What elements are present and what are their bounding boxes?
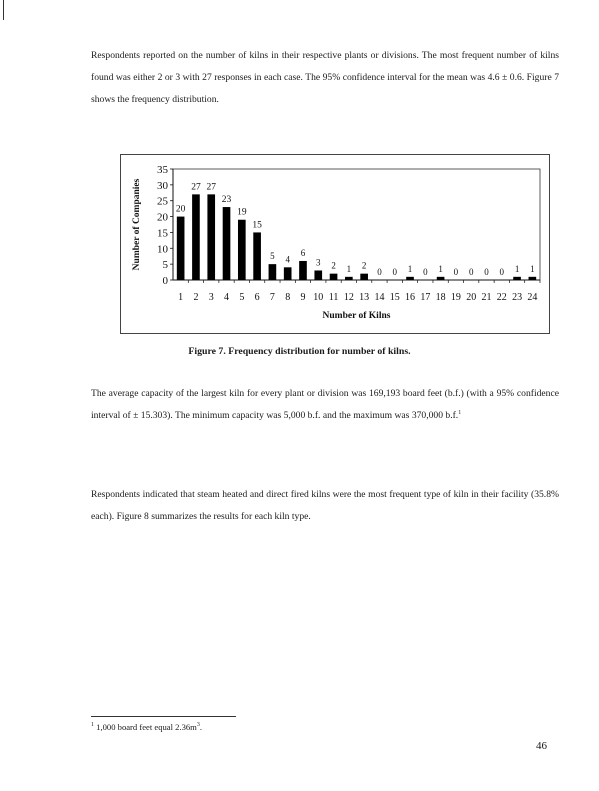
bar — [177, 217, 185, 280]
bar-value-label: 23 — [221, 195, 232, 206]
bar — [437, 277, 445, 280]
x-tick-label: 12 — [343, 292, 354, 303]
y-tick-label: 0 — [162, 275, 168, 287]
bar — [330, 274, 338, 280]
bar-value-label: 27 — [206, 182, 216, 193]
x-tick-label: 4 — [224, 292, 230, 303]
bar — [299, 261, 307, 280]
x-tick-label: 24 — [527, 292, 538, 303]
x-tick-label: 6 — [254, 292, 260, 303]
paragraph-kiln-type: Respondents indicated that steam heated and direct fired kilns were the most frequent type of kiln in their facility (35.8% each). Figure 8 summarizes the results for each kiln type. — [91, 489, 559, 522]
bar — [406, 277, 414, 280]
x-tick-label: 14 — [374, 292, 385, 303]
footnote-divider — [91, 716, 236, 717]
bar — [513, 277, 521, 280]
figure-caption: Figure 7. Frequency distribution for number of kilns. — [188, 346, 411, 357]
bar — [253, 232, 261, 280]
bar-value-label: 1 — [530, 263, 535, 274]
bar-value-label: 1 — [438, 263, 443, 274]
x-tick-label: 9 — [300, 292, 306, 303]
bar-value-label: 0 — [499, 267, 505, 277]
footnote-text: 1,000 board feet equal 2.36m — [96, 722, 197, 732]
x-tick-label: 7 — [269, 292, 275, 303]
y-tick-label: 10 — [157, 243, 168, 256]
x-tick-label: 11 — [328, 292, 339, 303]
frequency-chart — [121, 155, 549, 333]
bar — [360, 274, 368, 280]
bar-value-label: 27 — [191, 182, 201, 193]
bar-value-label: 19 — [237, 207, 247, 218]
x-tick-label: 15 — [389, 292, 400, 303]
y-tick-label: 25 — [157, 195, 168, 208]
y-axis-title: Number of Companies — [132, 178, 142, 271]
bar-value-label: 2 — [331, 260, 336, 271]
bar — [345, 277, 353, 280]
y-tick-label: 5 — [162, 259, 168, 272]
bar — [529, 277, 537, 280]
x-tick-label: 16 — [405, 292, 416, 303]
capacity-text: The average capacity of the largest kiln for every plant or division was 169,193 board feet (b.f.) (with a 95% confidence interval of ± 15.303). The minimum capacity was 5,000 b.f. and the maximum was 370,000 b.f. — [91, 388, 559, 421]
bar-value-label: 0 — [423, 267, 428, 277]
bar-value-label: 3 — [316, 257, 321, 268]
figure-7-frame — [120, 154, 550, 334]
x-tick-label: 22 — [496, 292, 507, 303]
page-edge-mark — [3, 0, 4, 20]
bar-value-label: 4 — [285, 254, 290, 265]
x-tick-label: 8 — [285, 292, 291, 303]
x-tick-label: 23 — [512, 292, 523, 303]
x-tick-label: 17 — [420, 292, 431, 303]
bar — [207, 194, 215, 280]
bar-value-label: 2 — [361, 260, 367, 271]
bar — [269, 264, 277, 280]
bar-value-label: 1 — [514, 263, 520, 274]
y-tick-label: 35 — [157, 164, 168, 176]
y-tick-label: 30 — [157, 179, 168, 192]
bar — [284, 267, 292, 280]
page-number: 46 — [536, 740, 547, 752]
y-tick-label: 20 — [157, 211, 168, 224]
bar — [238, 220, 246, 280]
bar-value-label: 20 — [175, 204, 186, 215]
bar-value-label: 0 — [468, 267, 474, 277]
bar-value-label: 5 — [270, 251, 275, 262]
bar-value-label: 0 — [484, 267, 489, 277]
x-tick-label: 18 — [435, 292, 446, 303]
footnote-end: . — [199, 722, 203, 732]
footnote-superscript: 3 — [196, 722, 200, 729]
x-axis-title: Number of Kilns — [322, 311, 391, 321]
bar-value-label: 1 — [346, 263, 352, 274]
x-tick-label: 21 — [481, 292, 492, 303]
x-tick-label: 19 — [450, 292, 461, 303]
bar-value-label: 6 — [300, 247, 306, 258]
bar-value-label: 15 — [252, 220, 262, 231]
y-tick-label: 15 — [157, 227, 168, 240]
x-tick-label: 13 — [359, 292, 370, 303]
bar-value-label: 1 — [407, 263, 413, 274]
bar-value-label: 0 — [377, 267, 382, 277]
x-tick-label: 1 — [178, 292, 184, 303]
footnote — [91, 722, 202, 732]
x-tick-label: 3 — [208, 292, 214, 303]
bar-value-label: 0 — [392, 267, 397, 277]
bar — [223, 207, 231, 280]
x-tick-label: 5 — [239, 292, 245, 303]
x-tick-label: 2 — [193, 292, 199, 303]
footnote-reference: 1 — [458, 409, 462, 416]
bar — [192, 194, 200, 280]
paragraph-kiln-capacity — [91, 383, 559, 427]
paragraph-kiln-count: Respondents reported on the number of kilns in their respective plants or divisions. The most frequent number of kilns found was either 2 or 3 with 27 responses in each case. The 95% confidence interval for the mean was 4.6 ± 0.6. Figure 7 shows the frequency distribution. — [91, 50, 559, 105]
bar-value-label: 0 — [453, 267, 459, 277]
x-tick-label: 20 — [466, 292, 477, 303]
footnote-mark: 1 — [91, 722, 94, 729]
bar — [314, 270, 322, 280]
x-tick-label: 10 — [313, 292, 324, 303]
